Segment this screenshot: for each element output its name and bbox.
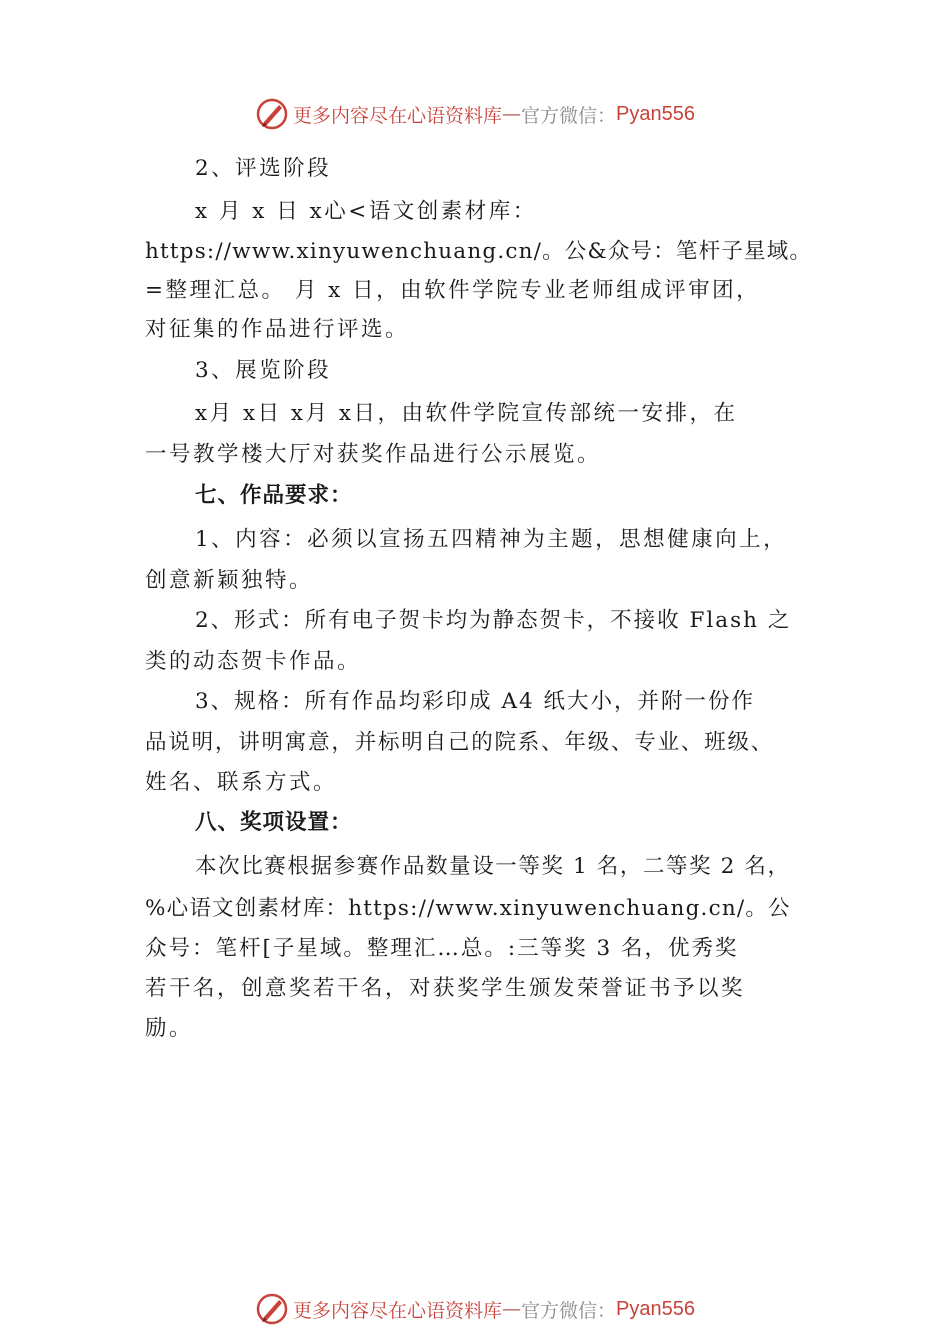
header-banner bbox=[0, 94, 950, 134]
banner-main-text: 更多内容尽在心语资料库 bbox=[293, 104, 503, 127]
section-heading-judging: 2、评选阶段 bbox=[195, 156, 332, 181]
paragraph-line: =整理汇总。 月 x 日，由软件学院专业老师组成评审团， bbox=[145, 278, 761, 303]
paragraph-line: 1、内容：必须以宣扬五四精神为主题，思想健康向上， bbox=[195, 527, 788, 552]
paragraph-line: 对征集的作品进行评选。 bbox=[145, 317, 410, 342]
banner-dash: — bbox=[502, 103, 522, 125]
paragraph-line: %心语文创素材库：https://www.xinyuwenchuang.cn/。公 bbox=[145, 896, 791, 921]
paragraph-line: 本次比赛根据参赛作品数量设一等奖 1 名，二等奖 2 名， bbox=[195, 854, 791, 879]
paragraph-line: 3、规格：所有作品均彩印成 A4 纸大小，并附一份作 bbox=[195, 689, 756, 714]
pen-logo-icon bbox=[255, 97, 289, 131]
paragraph-line: x月 x日 x月 x日，由软件学院宣传部统一安排，在 bbox=[195, 401, 738, 426]
paragraph-line: 品说明，讲明寓意，并标明自己的院系、年级、专业、班级、 bbox=[145, 730, 775, 755]
banner-main-text: 更多内容尽在心语资料库 bbox=[293, 1299, 503, 1322]
heading-awards: 八、奖项设置： bbox=[195, 810, 353, 835]
banner-dash: — bbox=[502, 1298, 522, 1320]
paragraph-line: 类的动态贺卡作品。 bbox=[145, 649, 362, 674]
banner-wechat-id: Pyan556 bbox=[616, 1297, 695, 1320]
banner-label: 官方微信： bbox=[521, 1299, 617, 1322]
paragraph-line: 2、形式：所有电子贺卡均为静态贺卡，不接收 Flash 之 bbox=[195, 608, 792, 633]
pen-logo-icon bbox=[255, 1292, 289, 1326]
paragraph-line: https://www.xinyuwenchuang.cn/。公&众号：笔杆子星域。 bbox=[145, 239, 813, 264]
paragraph-line: 若干名，创意奖若干名，对获奖学生颁发荣誉证书予以奖 bbox=[145, 976, 746, 1001]
paragraph-line: 一号教学楼大厅对获奖作品进行公示展览。 bbox=[145, 442, 602, 467]
paragraph-line: x 月 x 日 x心<语文创素材库： bbox=[195, 199, 537, 224]
paragraph-line: 创意新颖独特。 bbox=[145, 568, 314, 593]
paragraph-line: 众号：笔杆[子星域。整理汇…总。:三等奖 3 名，优秀奖 bbox=[145, 936, 739, 961]
banner-wechat-id: Pyan556 bbox=[616, 102, 695, 125]
paragraph-line: 姓名、联系方式。 bbox=[145, 770, 338, 795]
footer-banner bbox=[0, 1289, 950, 1329]
banner-label: 官方微信： bbox=[521, 104, 617, 127]
paragraph-line: 励。 bbox=[145, 1016, 194, 1041]
heading-requirements: 七、作品要求： bbox=[195, 483, 353, 508]
section-heading-exhibition: 3、展览阶段 bbox=[195, 358, 332, 383]
